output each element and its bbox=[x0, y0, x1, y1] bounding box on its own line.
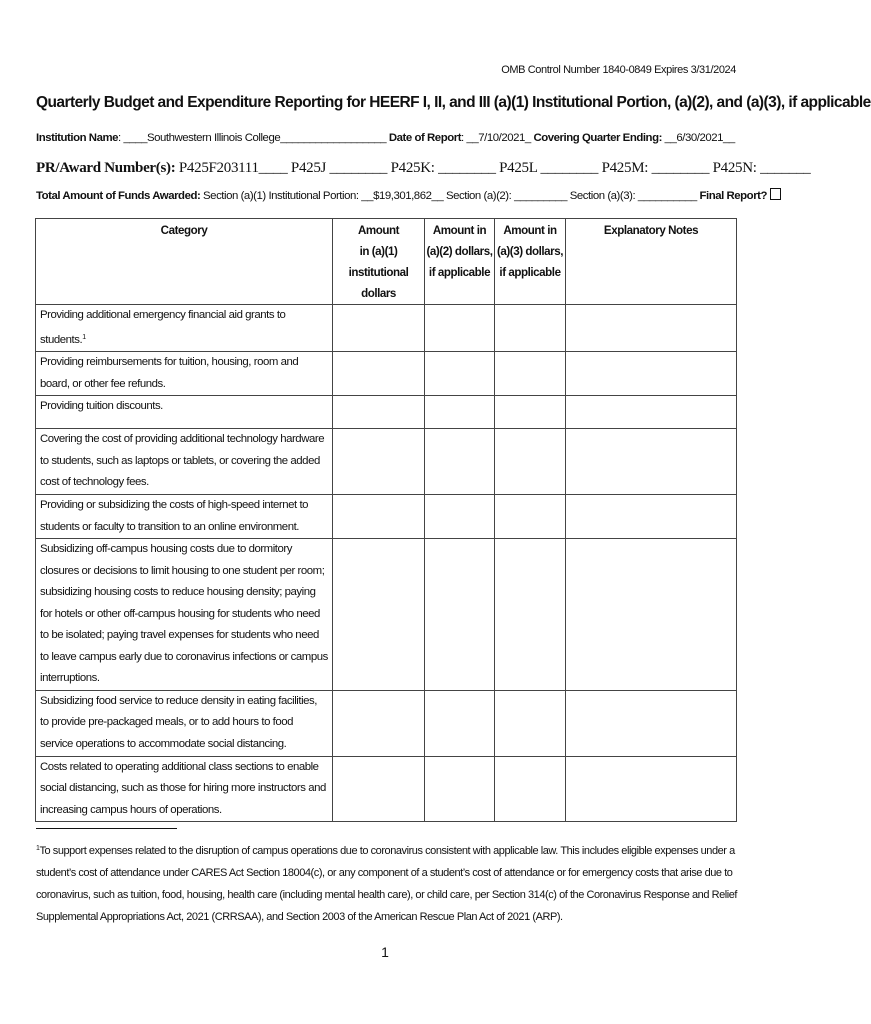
footnote-text: To support expenses related to the disruption of campus operations due to coronavirus consistent with applicable law. This includes eligible expenses under a student’s cost of attendance under CARES Act Section 18004(c), or any component of a student’s cost of attendance or for emergency costs that arise due to coronavirus, such as tuition, food, housing, health care (including mental health care), or child care, per Section 314(c) of the Coronavirus Response and Relief Supplemental Appropriations Act, 2021 (CRRSAA), and Section 2003 of the American Rescue Plan Act of 2021 (ARP). bbox=[36, 845, 738, 923]
amount-a2-cell[interactable] bbox=[425, 539, 495, 691]
funds-awarded-text: Section (a)(1) Institutional Portion: __$19,301,862__ Section (a)(2): _________ Section (a)(3): __________ bbox=[203, 190, 697, 202]
amount-a1-cell[interactable] bbox=[333, 305, 425, 352]
footnote bbox=[36, 838, 742, 928]
header-category: Category bbox=[36, 219, 333, 305]
category-cell: Covering the cost of providing additional technology hardware to students, such as laptops or tablets, or covering the added cost of technology fees. bbox=[36, 429, 333, 495]
notes-cell[interactable] bbox=[566, 396, 737, 429]
table-header-row bbox=[36, 219, 737, 305]
category-cell: Subsidizing food service to reduce density in eating facilities, to provide pre-packaged meals, or to add hours to food service operations to accommodate social distancing. bbox=[36, 690, 333, 756]
award-numbers-line bbox=[36, 160, 811, 177]
table-row bbox=[36, 305, 737, 352]
notes-cell[interactable] bbox=[566, 756, 737, 822]
amount-a2-cell[interactable] bbox=[425, 396, 495, 429]
table-row bbox=[36, 352, 737, 396]
amount-a2-cell[interactable] bbox=[425, 756, 495, 822]
amount-a1-cell[interactable] bbox=[333, 690, 425, 756]
omb-control-number: OMB Control Number 1840-0849 Expires 3/31/2024 bbox=[501, 64, 736, 76]
amount-a1-cell[interactable] bbox=[333, 429, 425, 495]
date-of-report-label: Date of Report bbox=[388, 132, 462, 144]
amount-a1-cell[interactable] bbox=[333, 495, 425, 539]
notes-cell[interactable] bbox=[566, 690, 737, 756]
amount-a3-cell[interactable] bbox=[495, 396, 566, 429]
amount-a3-cell[interactable] bbox=[495, 690, 566, 756]
covering-quarter-label: Covering Quarter Ending: bbox=[533, 132, 662, 144]
footnote-ref: 1 bbox=[82, 333, 86, 341]
category-cell: Providing or subsidizing the costs of high-speed internet to students or faculty to transition to an online environment. bbox=[36, 495, 333, 539]
covering-quarter-value: __6/30/2021__ bbox=[664, 132, 735, 144]
final-report-label: Final Report? bbox=[699, 190, 768, 202]
header-amount-a2: Amount in (a)(2) dollars, if applicable bbox=[425, 219, 495, 305]
date-of-report-value: : __7/10/2021_ bbox=[461, 132, 531, 144]
amount-a2-cell[interactable] bbox=[425, 352, 495, 396]
notes-cell[interactable] bbox=[566, 495, 737, 539]
amount-a2-cell[interactable] bbox=[425, 690, 495, 756]
footnote-marker: 1 bbox=[36, 845, 40, 852]
amount-a3-cell[interactable] bbox=[495, 756, 566, 822]
amount-a1-cell[interactable] bbox=[333, 396, 425, 429]
category-cell: Providing additional emergency financial aid grants to students.$^1$ bbox=[36, 305, 333, 352]
amount-a3-cell[interactable] bbox=[495, 352, 566, 396]
category-cell: Providing tuition discounts. bbox=[36, 396, 333, 429]
budget-table bbox=[35, 218, 737, 822]
funds-awarded-line bbox=[36, 188, 781, 202]
header-amount-a1: Amount in (a)(1) institutional dollars bbox=[333, 219, 425, 305]
amount-a1-cell[interactable] bbox=[333, 539, 425, 691]
table-row bbox=[36, 429, 737, 495]
amount-a3-cell[interactable] bbox=[495, 539, 566, 691]
category-cell: Costs related to operating additional class sections to enable social distancing, such as those for hiring more instructors and increasing campus hours of operations. bbox=[36, 756, 333, 822]
amount-a1-cell[interactable] bbox=[333, 756, 425, 822]
amount-a3-cell[interactable] bbox=[495, 305, 566, 352]
notes-cell[interactable] bbox=[566, 429, 737, 495]
amount-a1-cell[interactable] bbox=[333, 352, 425, 396]
table-row bbox=[36, 756, 737, 822]
table-row bbox=[36, 690, 737, 756]
amount-a2-cell[interactable] bbox=[425, 429, 495, 495]
table-row bbox=[36, 539, 737, 691]
final-report-checkbox[interactable] bbox=[770, 188, 781, 200]
table-row bbox=[36, 396, 737, 429]
header-explanatory-notes: Explanatory Notes bbox=[566, 219, 737, 305]
notes-cell[interactable] bbox=[566, 305, 737, 352]
amount-a2-cell[interactable] bbox=[425, 305, 495, 352]
footnote-divider bbox=[36, 828, 177, 829]
category-cell: Subsidizing off-campus housing costs due to dormitory closures or decisions to limit housing to one student per room; subsidizing housing costs to reduce housing density; paying for hotels or other off-campus housing for students who need to be isolated; paying travel expenses for students who need to leave campus early due to coronavirus infections or campus interruptions. bbox=[36, 539, 333, 691]
category-cell: Providing reimbursements for tuition, housing, room and board, or other fee refunds. bbox=[36, 352, 333, 396]
notes-cell[interactable] bbox=[566, 539, 737, 691]
amount-a2-cell[interactable] bbox=[425, 495, 495, 539]
page-title: Quarterly Budget and Expenditure Reporting for HEERF I, II, and III (a)(1) Institutional Portion, (a)(2), and (a)(3), if applicable bbox=[36, 94, 871, 111]
amount-a3-cell[interactable] bbox=[495, 495, 566, 539]
notes-cell[interactable] bbox=[566, 352, 737, 396]
institution-name-value: : ____Southwestern Illinois College__________________ bbox=[118, 132, 387, 144]
funds-awarded-label: Total Amount of Funds Awarded: bbox=[36, 190, 201, 202]
award-numbers-value: P425F203111____ P425J ________ P425K: ________ P425L ________ P425M: ________ P425N: _______ bbox=[178, 160, 811, 176]
institution-name-label: Institution Name bbox=[36, 132, 119, 144]
table-row bbox=[36, 495, 737, 539]
award-numbers-label: PR/Award Number(s): bbox=[36, 160, 176, 176]
page-number: 1 bbox=[381, 944, 389, 960]
institution-line bbox=[36, 132, 735, 144]
amount-a3-cell[interactable] bbox=[495, 429, 566, 495]
header-amount-a3: Amount in (a)(3) dollars, if applicable bbox=[495, 219, 566, 305]
